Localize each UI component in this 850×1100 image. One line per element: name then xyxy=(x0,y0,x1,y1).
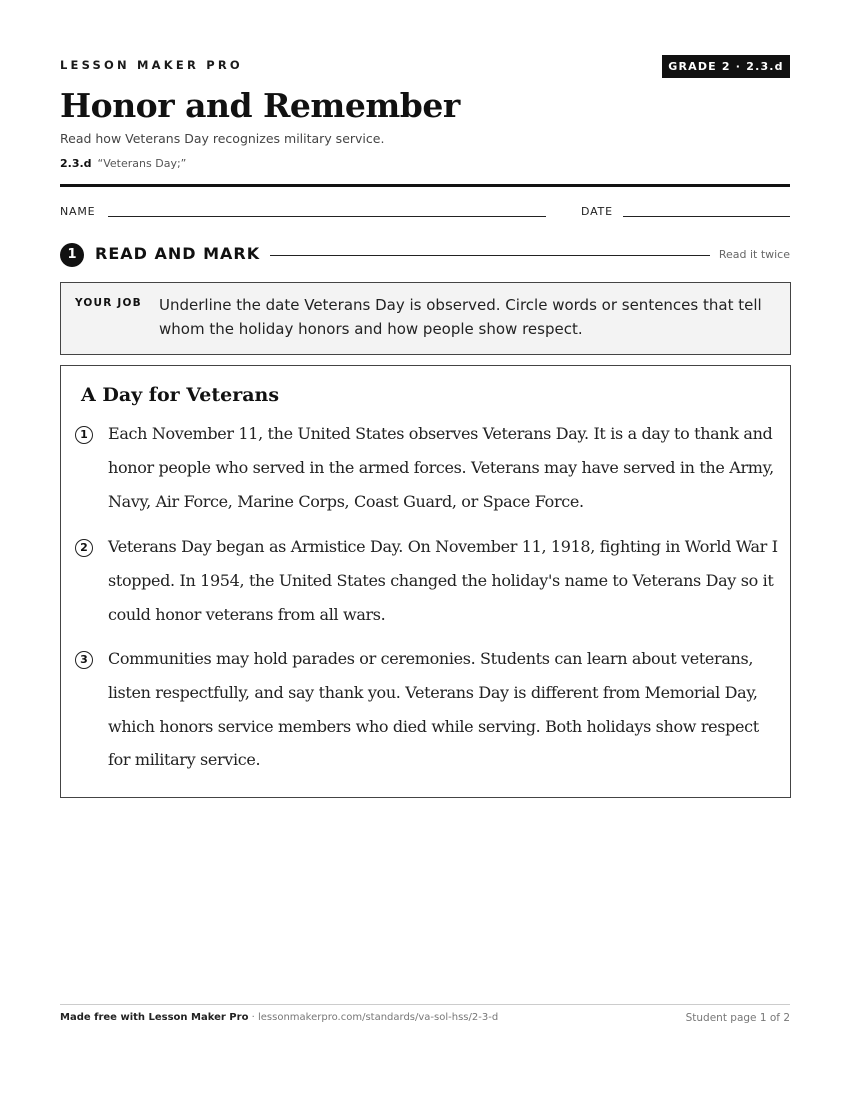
paragraph-number: 3 xyxy=(75,651,93,669)
instructions-text: Underline the date Veterans Day is observed. Circle words or sentences that tell whom the holiday honors and how people show respect. xyxy=(159,296,762,338)
step-note: Read it twice xyxy=(718,248,790,261)
name-label: NAME xyxy=(60,205,96,218)
page-title: Honor and Remember xyxy=(60,86,460,125)
reading-passage xyxy=(60,365,791,798)
step-divider xyxy=(270,255,710,256)
brand-name: LESSON MAKER PRO xyxy=(60,58,243,72)
page-indicator: Student page 1 of 2 xyxy=(685,1012,790,1024)
step-number-badge: 1 xyxy=(60,243,84,267)
step-title: READ AND MARK xyxy=(95,244,261,263)
date-label: DATE xyxy=(581,205,613,218)
grade-badge: GRADE 2 · 2.3.d xyxy=(662,55,790,78)
passage-title: A Day for Veterans xyxy=(81,384,280,406)
standard-code: 2.3.d xyxy=(60,157,92,170)
standard-reference xyxy=(60,157,186,170)
instructions-label: YOUR JOB xyxy=(75,297,142,309)
page-subtitle: Read how Veterans Day recognizes military service. xyxy=(60,131,385,146)
footer-divider xyxy=(60,1004,790,1005)
footer-made-with: Made free with Lesson Maker Pro xyxy=(60,1012,249,1023)
footer-credit xyxy=(60,1012,498,1023)
footer-url[interactable]: lessonmakerpro.com/standards/va-sol-hss/2-3-d xyxy=(257,1012,499,1023)
paragraph-number: 1 xyxy=(75,426,93,444)
standard-text: “Veterans Day;” xyxy=(97,157,187,170)
instructions-box xyxy=(60,282,791,355)
paragraph-text: Veterans Day began as Armistice Day. On November 11, 1918, fighting in World War I stopped. In 1954, the United States changed the holiday's name to Veterans Day so it could honor veterans from all wars. xyxy=(108,537,778,624)
paragraph-text: Communities may hold parades or ceremonies. Students can learn about veterans, listen respectfully, and say thank you. Veterans Day is different from Memorial Day, which honors service members who died while serving. Both holidays show respect for military service. xyxy=(108,649,759,770)
paragraph-text: Each November 11, the United States observes Veterans Day. It is a day to thank and honor people who served in the armed forces. Veterans may have served in the Army, Navy, Air Force, Marine Corps, Coast Guard, or Space Force. xyxy=(108,424,774,511)
date-field[interactable] xyxy=(623,216,790,217)
name-field[interactable] xyxy=(108,216,546,217)
footer-separator: · xyxy=(248,1012,258,1023)
paragraph-number: 2 xyxy=(75,539,93,557)
header-divider xyxy=(60,184,790,187)
